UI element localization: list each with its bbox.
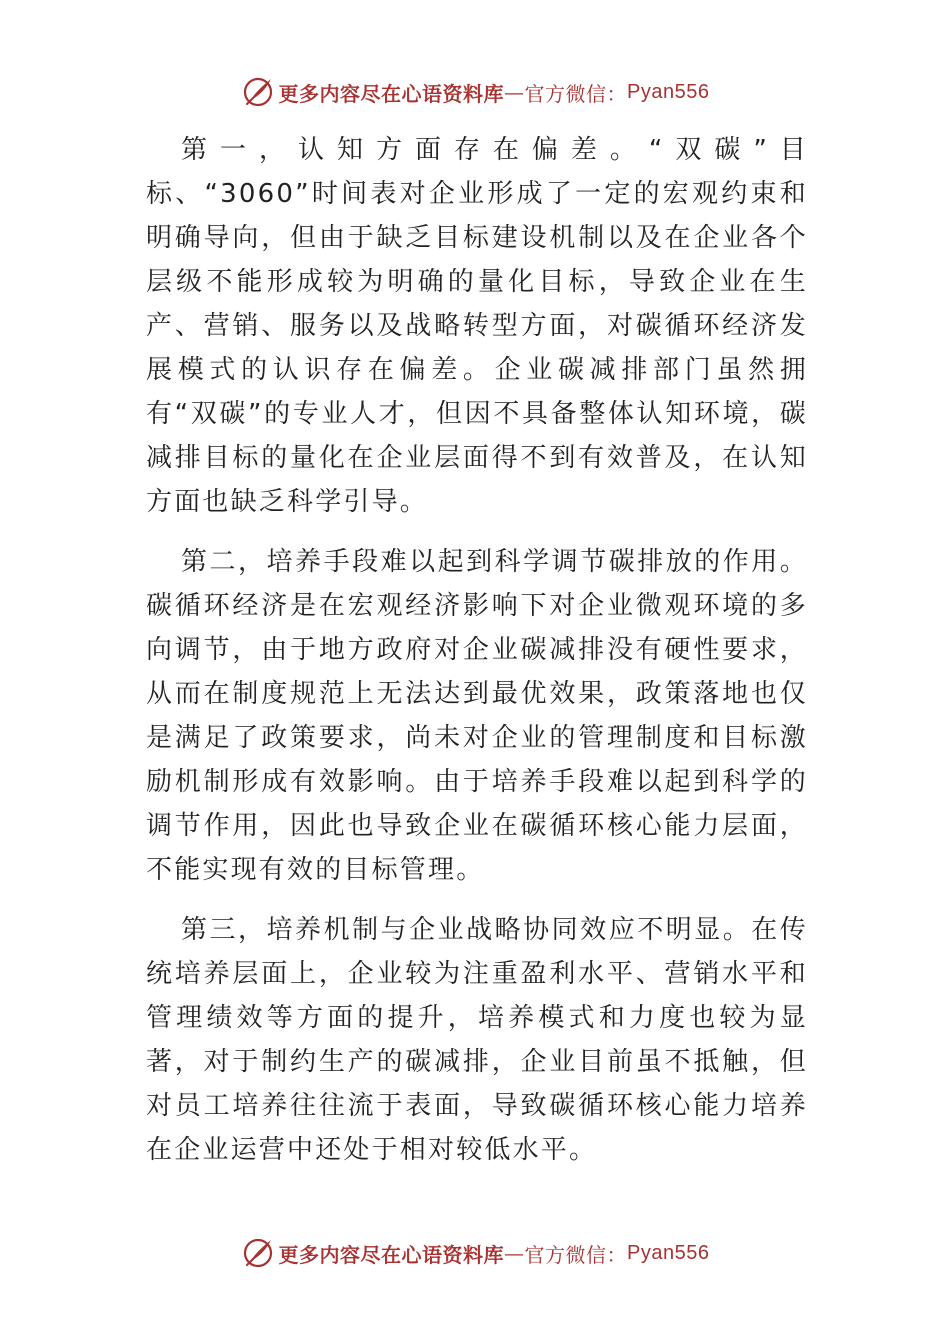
banner-wechat-id: Pyan556 <box>627 80 710 103</box>
footer-brand-text: 更多内容尽在心语资料库 <box>278 1242 505 1267</box>
banner-wechat-label: 官方微信： <box>524 81 628 106</box>
footer-wechat-id: Pyan556 <box>627 1241 710 1264</box>
paragraph-3: 第三，培养机制与企业战略协同效应不明显。在传统培养层面上，企业较为注重盈利水平、营销水平和管理绩效等方面的提升，培养模式和力度也较为显著，对于制约生产的碳减排，企业目前虽不抵触，但对员工培养往往流于表面，导致碳循环核心能力培养在企业运营中还处于相对较低水平。 <box>146 915 808 1165</box>
footer-wechat-label: 官方微信： <box>524 1242 628 1267</box>
header-banner <box>0 72 950 112</box>
banner-separator: — <box>504 80 525 104</box>
paragraph-2: 第二，培养手段难以起到科学调节碳排放的作用。碳循环经济是在宏观经济影响下对企业微观环境的多向调节，由于地方政府对企业碳减排没有硬性要求，从而在制度规范上无法达到最优效果，政策落地也仅是满足了政策要求，尚未对企业的管理制度和目标激励机制形成有效影响。由于培养手段难以起到科学的调节作用，因此也导致企业在碳循环核心能力层面，不能实现有效的目标管理。 <box>146 547 808 885</box>
quill-logo-icon <box>241 1236 275 1270</box>
footer-separator: — <box>504 1241 525 1265</box>
quill-logo-icon <box>241 75 275 109</box>
banner-brand-text: 更多内容尽在心语资料库 <box>278 81 505 106</box>
footer-banner <box>0 1233 950 1273</box>
document-body <box>146 128 808 1188</box>
paragraph-1: 第一，认知方面存在偏差。“双碳”目标、“3060”时间表对企业形成了一定的宏观约束和明确导向，但由于缺乏目标建设机制以及在企业各个层级不能形成较为明确的量化目标，导致企业在生产、营销、服务以及战略转型方面，对碳循环经济发展模式的认识存在偏差。企业碳减排部门虽然拥有“双碳”的专业人才，但因不具备整体认知环境，碳减排目标的量化在企业层面得不到有效普及，在认知方面也缺乏科学引导。 <box>146 135 808 517</box>
